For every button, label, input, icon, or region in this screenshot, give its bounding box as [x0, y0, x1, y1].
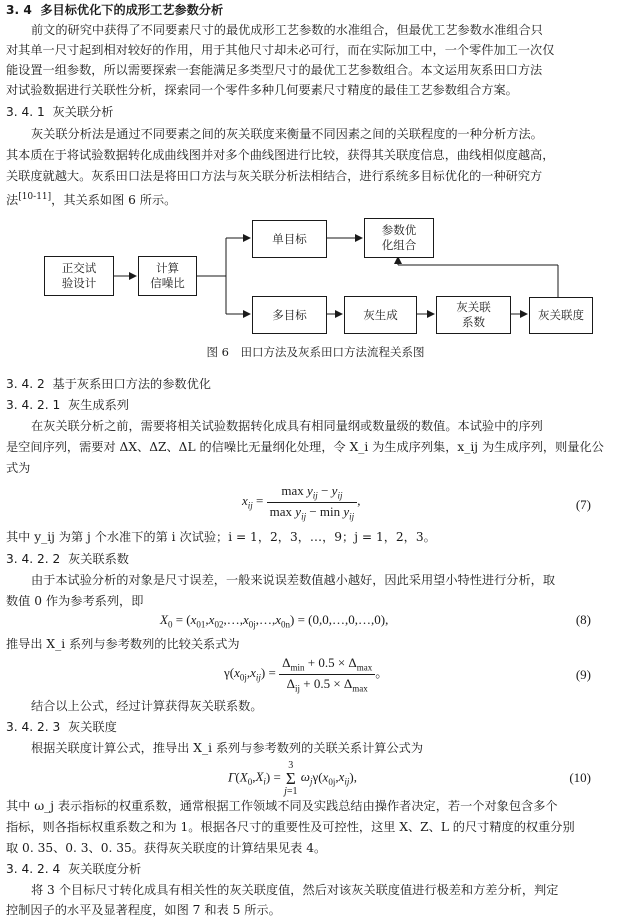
subsection-title: 灰关联度分析 [68, 862, 142, 876]
para1-line4: 对试验数据进行关联性分析，探索同一个零件多种几何要素尺寸精度的最佳工艺参数组合方案。 [6, 83, 518, 97]
para1-line1: 前文的研究中获得了不同要素尺寸的最优成形工艺参数的水准组合，但最优工艺参数水准组合只 [31, 23, 543, 37]
para2-line1: 灰关联分析法是通过不同要素之间的灰关联度来衡量不同因素之间的关联程度的一种分析方法。 [31, 127, 543, 141]
box-grey-coefficient [436, 296, 511, 334]
box-label: 单目标 [272, 231, 307, 246]
para3-line2: 是空间序列，需要对 ΔX、ΔZ、ΔL 的信噪比无量纲化处理，令 X_i 为生成序列集，x_ij 为生成序列，则量化公 [6, 440, 604, 454]
subsection-number: 3. 4. 2. 2 [6, 552, 61, 566]
section-number: 3. 4 [6, 3, 32, 17]
equation-8-number: (8) [575, 612, 591, 627]
para9-line3: 取 0. 35、0. 3、0. 35。获得灰关联度的计算结果见表 4。 [6, 841, 327, 855]
equation-10: $\Gamma(X_0,X_i)$ = 3 Σ j=1 $\omega_j\gamma(x_{0j},x_{ij})$, [228, 760, 357, 797]
subsection-3423-heading [6, 717, 626, 737]
para2-line2: 其本质在于将试验数据转化成曲线图并对多个曲线图进行比较，获得其关联度信息，曲线相似度越高， [6, 148, 555, 162]
box-label: 多目标 [272, 307, 307, 322]
figure-caption: 图 6 田口方法及灰系田口方法流程关系图 [206, 345, 425, 359]
para8: 根据关联度计算公式，推导出 X_i 系列与参考数列的关联关系计算公式为 [31, 741, 424, 755]
para2-text-end: ，其关系如图 6 所示。 [51, 193, 177, 208]
equation-8: $X_0$ = $(x_{01},x_{02},\dots,x_{0j},\dots,x_{0n})$ = (0,0,…,0,…,0), [160, 612, 389, 630]
equation-9-number: (9) [575, 667, 591, 682]
subsection-title: 灰关联系数 [68, 552, 129, 566]
para9-line1: 其中 ω_j 表示指标的权重系数，通常根据工作领域不同及实践总结由操作者决定，若一个对象包含多个 [6, 799, 558, 813]
para1-line3: 能设置一组参数，所以需要探索一套能满足多类型尺寸的最优工艺参数组合。本文运用灰系田口方法 [6, 63, 543, 77]
box-grey-grade [529, 297, 593, 334]
box-multi-objective [252, 296, 327, 334]
subsection-number: 3. 4. 2. 1 [6, 398, 61, 412]
para2-line3: 关联度就越大。灰系田口法是将田口方法与灰关联分析法相结合，进行系统多目标优化的一种研究方 [6, 169, 543, 183]
subsection-3424-heading [6, 859, 626, 879]
box-label: 信噪比 [150, 276, 185, 290]
equation-10-number: (10) [569, 770, 591, 785]
equation-9: $\gamma(x_{0j},x_{ij})$ = $\frac{\Delta_{min} + 0.5 \times \Delta_{max}}{\Delta_{ij} + 0.5 \times \Delta_{max}}$ 。 [224, 655, 389, 694]
para10-line1: 将 3 个目标尺寸转化成具有相关性的灰关联度值，然后对该灰关联度值进行极差和方差分析，判定 [31, 883, 559, 897]
para5-line2: 数值 0 作为参考系列，即 [6, 594, 144, 608]
box-label: 化组合 [381, 238, 417, 252]
box-label: 系数 [462, 315, 485, 329]
para3-line3: 式为 [6, 461, 31, 475]
subsection-3421-heading [6, 395, 626, 415]
para7: 结合以上公式，经过计算获得灰关联系数。 [31, 699, 263, 713]
subsection-3422-heading [6, 549, 626, 569]
box-label: 灰生成 [363, 307, 398, 322]
subsection-title: 灰生成系列 [68, 398, 129, 412]
para4: 其中 y_ij 为第 j 个水准下的第 i 次试验；i = 1，2，3，…，9；j = 1，2，3。 [6, 530, 436, 544]
subsection-342-heading [6, 374, 626, 394]
para5-line1: 由于本试验分析的对象是尺寸误差，一般来说误差数值越小越好，因此采用望小特性进行分析，取 [31, 573, 556, 587]
box-label: 灰关联 [456, 300, 491, 314]
subsection-number: 3. 4. 2. 4 [6, 862, 61, 876]
subsection-number: 3. 4. 2. 3 [6, 720, 61, 734]
equation-7-number: (7) [575, 497, 591, 512]
para3-line1: 在灰关联分析之前，需要将相关试验数据转化成具有相同量纲或数量级的数值。本试验中的序列 [31, 419, 543, 433]
box-label: 正交试 [61, 261, 97, 275]
para1-line2: 对其单一尺寸起到相对较好的作用，用于其他尺寸却未必可行，而在实际加工中，一个零件加工一次仅 [6, 43, 555, 57]
box-param-optimization [364, 218, 434, 258]
box-label: 参数优 [381, 223, 417, 237]
equation-7: $x_{ij}$ = $\frac{\max y_{ij} - y_{ij}}{\max y_{ij} - \min y_{ij}}$ , [242, 483, 361, 522]
box-orthogonal-experiment [44, 256, 114, 296]
box-snr-calc [138, 256, 197, 296]
para9-line2: 指标，则各指标权重系数之和为 1。根据各尺寸的重要性及可控性，这里 X、Z、L 的尺寸精度的权重分别 [6, 820, 575, 834]
box-single-objective [252, 220, 327, 258]
box-label: 验设计 [61, 276, 97, 290]
section-title: 多目标优化下的成形工艺参数分析 [40, 3, 224, 17]
subsection-title: 灰关联分析 [52, 105, 114, 119]
para6: 推导出 X_i 系列与参考数列的比较关系式为 [6, 637, 240, 651]
subsection-title: 灰关联度 [68, 720, 117, 734]
para10-line2: 控制因子的水平及显著程度，如图 7 和表 5 所示。 [6, 903, 281, 917]
box-label: 灰关联度 [538, 308, 584, 322]
subsection-number: 3. 4. 1 [6, 105, 45, 119]
box-grey-generation [344, 296, 417, 334]
subsection-number: 3. 4. 2 [6, 377, 45, 391]
subsection-title: 基于灰系田口方法的参数优化 [52, 377, 211, 391]
box-label: 计算 [156, 261, 179, 275]
citation[interactable]: [10-11] [18, 192, 52, 202]
para2-text: 法 [6, 193, 19, 208]
